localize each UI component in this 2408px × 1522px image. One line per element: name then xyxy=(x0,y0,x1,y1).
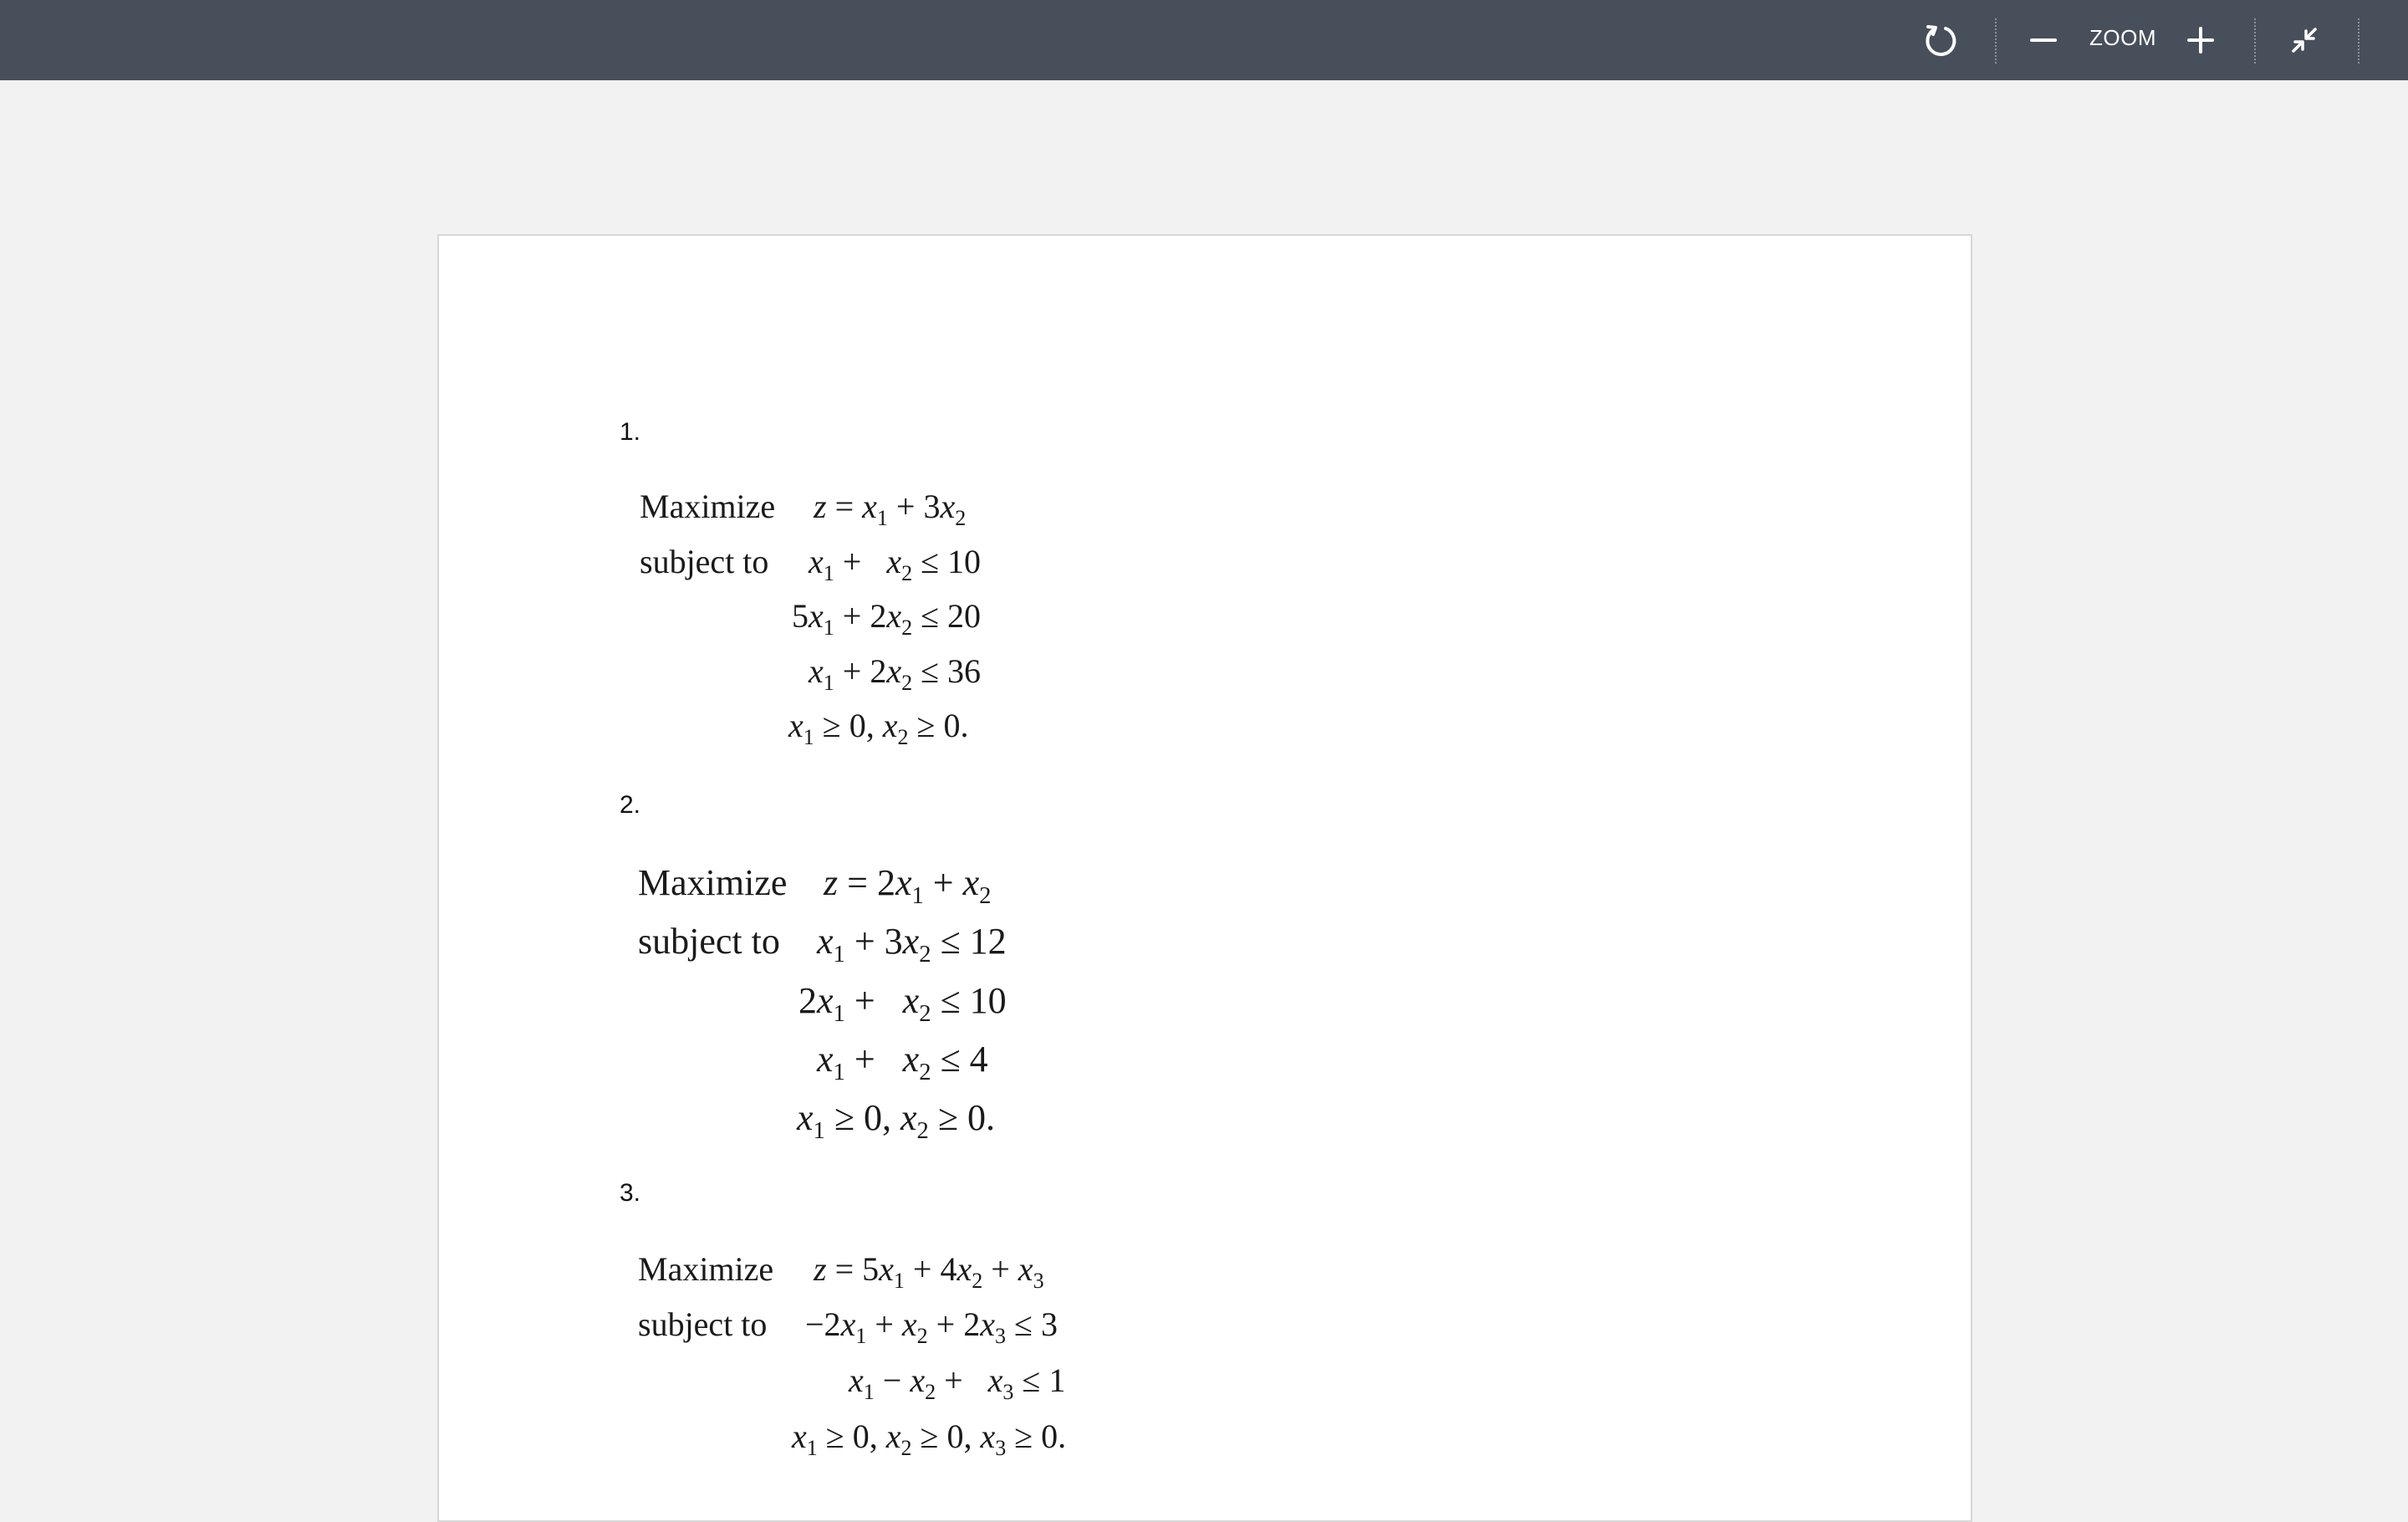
maximize-label: Maximize xyxy=(638,862,788,903)
maximize-label: Maximize xyxy=(638,1250,774,1288)
maximize-label: Maximize xyxy=(640,488,776,525)
constraint: $x_1 + 2x_2 \le 36$ xyxy=(809,652,982,696)
toolbar-divider xyxy=(2254,18,2256,64)
problem-number: 3. xyxy=(620,1179,641,1207)
constraint: $x_1 + 3x_2 \le 12$ xyxy=(817,921,1007,968)
objective-function: $z = 2x_1 + x_2$ xyxy=(824,862,992,909)
problem-number: 2. xyxy=(620,791,641,819)
rotate-ccw-icon xyxy=(1921,22,1958,59)
constraint: $x_1 + x_2 \le 10$ xyxy=(809,543,982,586)
zoom-out-button[interactable] xyxy=(2018,15,2069,65)
reset-rotation-button[interactable] xyxy=(1915,15,1965,65)
subject-to-label: subject to xyxy=(638,921,780,962)
toolbar-divider xyxy=(1995,18,1997,64)
constraint: $x_1 + x_2 \le 4$ xyxy=(817,1039,988,1085)
nonnegativity-constraint: $x_1 \ge 0$, $x_2 \ge 0$, $x_3 \ge 0$. xyxy=(792,1417,1067,1461)
nonnegativity-constraint: $x_1 \ge 0$, $x_2 \ge 0$. xyxy=(797,1097,995,1144)
zoom-in-button[interactable] xyxy=(2176,15,2226,65)
subject-to-label: subject to xyxy=(638,1305,768,1343)
plus-icon xyxy=(2186,25,2216,55)
constraint: $5x_1 + 2x_2 \le 20$ xyxy=(792,597,982,641)
minus-icon xyxy=(2028,25,2059,55)
nonnegativity-constraint: $x_1 \ge 0$, $x_2 \ge 0$. xyxy=(788,707,969,750)
document-page xyxy=(437,234,1972,1522)
viewer-toolbar xyxy=(0,0,2408,80)
subject-to-label: subject to xyxy=(640,543,769,580)
minimize-arrows-icon xyxy=(2288,23,2321,57)
zoom-label: ZOOM xyxy=(2089,25,2156,50)
constraint: $-2x_1 + x_2 + 2x_3 \le 3$ xyxy=(805,1305,1058,1349)
exit-fullscreen-button[interactable] xyxy=(2279,15,2329,65)
objective-function: $z = 5x_1 + 4x_2 + x_3$ xyxy=(814,1250,1044,1294)
objective-function: $z = x_1 + 3x_2$ xyxy=(814,488,967,531)
constraint: $x_1 - x_2 + x_3 \le 1$ xyxy=(849,1361,1066,1405)
constraint: $2x_1 + x_2 \le 10$ xyxy=(798,980,1007,1027)
problem-number: 1. xyxy=(620,418,641,446)
toolbar-divider xyxy=(2358,18,2360,64)
